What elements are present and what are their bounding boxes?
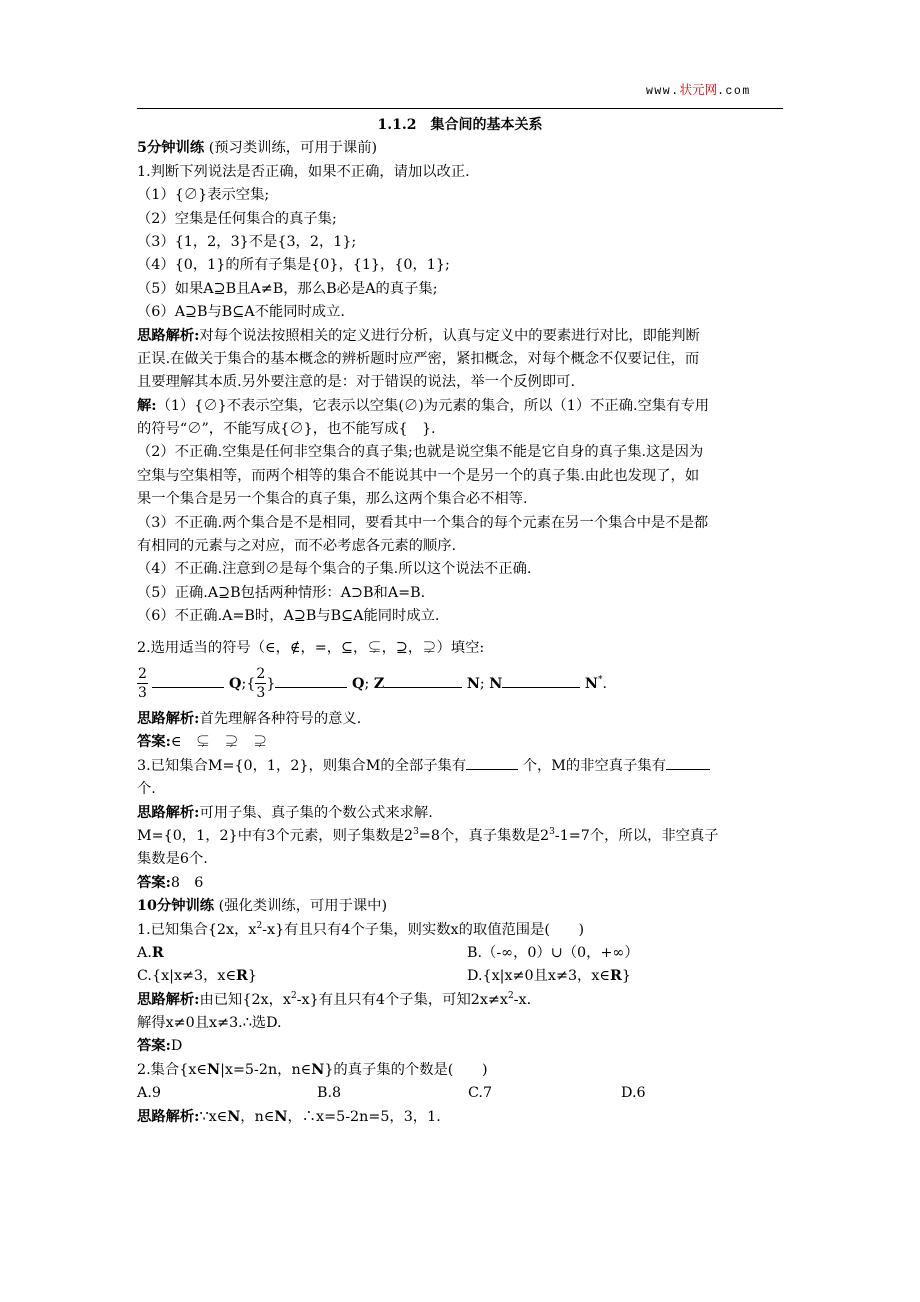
set-symbol: Z xyxy=(373,675,385,692)
answer-line xyxy=(137,872,783,895)
question-1-item: （6）A⊇B与B⊆A不能同时成立. xyxy=(137,304,345,321)
option-text: D.{x|x≠0且x≠3，x∈ xyxy=(467,968,610,985)
question-1-item: （3）{1，2，3}不是{3，2，1}; xyxy=(137,233,357,250)
conclusion-line: 解得x≠0且x≠3.∴选D. xyxy=(137,1015,282,1032)
option-b[interactable]: B.8 xyxy=(317,1085,342,1102)
fraction-numerator: 2 xyxy=(138,666,147,683)
option-text: } xyxy=(621,968,631,985)
exponent: 2 xyxy=(507,990,514,1001)
option-b[interactable]: B.（-∞，0）∪（0，+∞） xyxy=(467,944,639,961)
analysis-line: 且要理解其本质.另外要注意的是：对于错误的说法，举一个反例即可. xyxy=(137,374,575,391)
set-symbol: N xyxy=(206,1061,221,1078)
exponent: 3 xyxy=(549,827,555,838)
analysis-line: 正误.在做关于集合的基本概念的辨析题时应严密，紧扣概念，对每个概念不仅要记住，而 xyxy=(137,350,700,367)
answer-blank[interactable] xyxy=(502,673,580,688)
section-subtitle: (强化类训练，可用于课中) xyxy=(218,898,388,915)
work-text: -1=7个，所以，非空真子 xyxy=(554,827,719,844)
work-line: 集数是6个. xyxy=(137,851,208,868)
set-symbol: N xyxy=(584,675,598,692)
set-symbol: Q xyxy=(351,675,365,692)
stem-text: 个，M的非空真子集有 xyxy=(522,757,666,774)
exponent: 3 xyxy=(413,827,419,838)
set-symbol: N xyxy=(489,675,503,692)
options-row xyxy=(137,1082,783,1105)
set-symbol: N xyxy=(311,1061,325,1078)
site-suffix: .com xyxy=(717,85,751,98)
option-d[interactable] xyxy=(467,965,631,988)
set-symbol: R xyxy=(610,968,622,985)
set-symbol: R xyxy=(151,944,164,961)
fraction xyxy=(255,667,266,700)
page-title: 1.1.2 集合间的基本关系 xyxy=(377,117,543,133)
question-1-item: （1）{∅}表示空集; xyxy=(137,187,270,204)
fraction-denominator: 3 xyxy=(256,685,266,702)
option-a[interactable]: A.9 xyxy=(137,1085,161,1102)
analysis-text: 由已知{2x，x xyxy=(199,991,291,1008)
question-3-stem xyxy=(137,755,783,778)
question-1-stem: 1.判断下列说法是否正确，如果不正确，请加以改正. xyxy=(137,163,470,180)
analysis-line xyxy=(137,325,783,348)
section-title: 5分钟训练 xyxy=(137,140,205,157)
analysis-text: 首先理解各种符号的意义. xyxy=(199,710,362,727)
answer-text: ∈ ⊊ ⊋ ⊋ xyxy=(170,734,268,751)
problem-1-stem xyxy=(137,919,783,942)
solution-label: 解: xyxy=(137,397,157,414)
set-symbol: N xyxy=(466,675,480,692)
problem-2-stem xyxy=(137,1059,783,1082)
solution-line: 果一个集合是另一个集合的真子集，那么这两个集合必不相等. xyxy=(137,491,528,508)
analysis-line xyxy=(137,802,783,825)
set-symbol: N xyxy=(274,1108,288,1125)
stem-text: }的真子集的个数是( ) xyxy=(324,1061,488,1078)
analysis-text: 可用子集、真子集的个数公式来求解. xyxy=(199,804,433,821)
solution-line: （4）不正确.注意到∅是每个集合的子集.所以这个说法不正确. xyxy=(137,561,532,578)
answer-label: 答案: xyxy=(137,1038,171,1055)
answer-text: 8 6 xyxy=(170,874,204,891)
solution-text: （1）{∅}不表示空集，它表示以空集(∅)为元素的集合，所以（1）不正确.空集有专用 xyxy=(156,397,710,414)
solution-line: 有相同的元素与之对应，而不必考虑各元素的顺序. xyxy=(137,538,457,555)
solution-line: （2）不正确.空集是任何非空集合的真子集;也就是说空集不能是它自身的真子集.这是因为 xyxy=(137,444,704,461)
analysis-label: 思路解析: xyxy=(137,327,200,344)
options-row xyxy=(137,942,783,965)
analysis-label: 思路解析: xyxy=(137,991,200,1008)
analysis-text: 对每个说法按照相关的定义进行分析，认真与定义中的要素进行对比，即能判断 xyxy=(199,327,700,344)
separator: } xyxy=(266,675,276,692)
analysis-text: -x. xyxy=(513,991,532,1008)
section-subtitle: (预习类训练，可用于课前) xyxy=(208,140,378,157)
set-symbol: Q xyxy=(229,675,242,692)
solution-line: 空集与空集相等，而两个相等的集合不能说其中一个是另一个的真子集.由此也发现了，如 xyxy=(137,467,700,484)
question-1-item: （2）空集是任何集合的真子集; xyxy=(137,210,337,227)
question-1-item: （4）{0，1}的所有子集是{0}，{1}，{0，1}; xyxy=(137,257,450,274)
answer-blank[interactable] xyxy=(152,673,224,688)
answer-blank[interactable] xyxy=(666,755,710,770)
option-c[interactable]: C.7 xyxy=(468,1085,493,1102)
answer-blank[interactable] xyxy=(384,673,462,688)
option-c[interactable] xyxy=(137,968,257,984)
fraction-denominator: 3 xyxy=(138,685,147,702)
question-3-stem-end: 个. xyxy=(137,781,156,798)
answer-label: 答案: xyxy=(137,874,171,891)
option-text: C.{x|x≠3，x∈ xyxy=(137,968,237,985)
stem-text: |x=5-2n，n∈ xyxy=(220,1061,312,1078)
option-d[interactable]: D.6 xyxy=(621,1085,646,1102)
separator: ;{ xyxy=(241,675,256,692)
set-symbol: R xyxy=(236,968,248,985)
section-heading-10min xyxy=(137,895,783,918)
site-brand: 状元网 xyxy=(679,82,718,97)
analysis-text: ∵x∈ xyxy=(199,1108,228,1125)
section-title: 10分钟训练 xyxy=(137,898,215,915)
answer-line xyxy=(137,1035,783,1058)
answer-blank[interactable] xyxy=(466,755,518,770)
fraction xyxy=(137,667,148,700)
stem-text: 1.已知集合{2x，x xyxy=(137,921,257,938)
analysis-label: 思路解析: xyxy=(137,710,200,727)
solution-line: （3）不正确.两个集合是不是相同，要看其中一个集合的每个元素在另一个集合中是不是都 xyxy=(137,514,709,531)
answer-label: 答案: xyxy=(137,734,171,751)
answer-text: D xyxy=(170,1038,183,1055)
solution-line: （5）正确.A⊇B包括两种情形：A⊃B和A=B. xyxy=(137,584,426,601)
question-2-stem: 2.选用适当的符号（∈，∉，=，⊆，⊊，⊇，⊋）填空: xyxy=(137,639,485,656)
set-symbol: N xyxy=(227,1108,241,1125)
analysis-text: ，n∈ xyxy=(240,1108,275,1125)
work-text: M={0，1，2}中有3个元素，则子集数是2 xyxy=(137,827,414,844)
option-text: } xyxy=(247,968,258,985)
options-row xyxy=(137,965,783,988)
stem-text: 2.集合{x∈ xyxy=(137,1061,207,1078)
superscript: * xyxy=(597,675,603,686)
analysis-line xyxy=(137,1106,783,1129)
analysis-line xyxy=(137,989,783,1012)
stem-text: 3.已知集合M={0，1，2}，则集合M的全部子集有 xyxy=(137,757,467,774)
exponent: 2 xyxy=(256,920,263,931)
option-label: A. xyxy=(137,944,152,961)
solution-line xyxy=(137,395,783,418)
solution-line: （6）不正确.A=B时，A⊇B与B⊆A能同时成立. xyxy=(137,608,440,625)
analysis-line xyxy=(137,708,783,731)
work-text: =8个，真子集数是2 xyxy=(418,827,550,844)
analysis-text: -x}有且只有4个子集，可知2x≠x xyxy=(296,991,508,1008)
question-2-fill-line: $\frac{2}{3}$ Q;{ $\frac{2}{3}$ } Q; Z N; N N*. xyxy=(138,666,608,702)
section-heading-5min xyxy=(137,137,783,160)
solution-line: 的符号“∅”，不能写成{∅}，也不能写成{ }. xyxy=(137,421,436,438)
question-1-item: （5）如果A⊇B且A≠B，那么B必是A的真子集; xyxy=(137,280,438,297)
stem-text: -x}有且只有4个子集，则实数x的取值范围是( ) xyxy=(262,921,585,938)
option-a[interactable] xyxy=(137,945,164,961)
exponent: 2 xyxy=(290,990,297,1001)
site-header xyxy=(646,80,751,98)
header-divider xyxy=(137,108,783,109)
fraction-numerator: 2 xyxy=(256,666,266,683)
document-body xyxy=(137,114,783,1129)
answer-line xyxy=(137,731,783,754)
analysis-label: 思路解析: xyxy=(137,1108,200,1125)
answer-blank[interactable] xyxy=(275,673,347,688)
work-line xyxy=(137,825,783,848)
analysis-label: 思路解析: xyxy=(137,804,200,821)
site-prefix: www. xyxy=(646,85,680,98)
analysis-text: ，∴x=5-2n=5，3，1. xyxy=(287,1108,441,1125)
